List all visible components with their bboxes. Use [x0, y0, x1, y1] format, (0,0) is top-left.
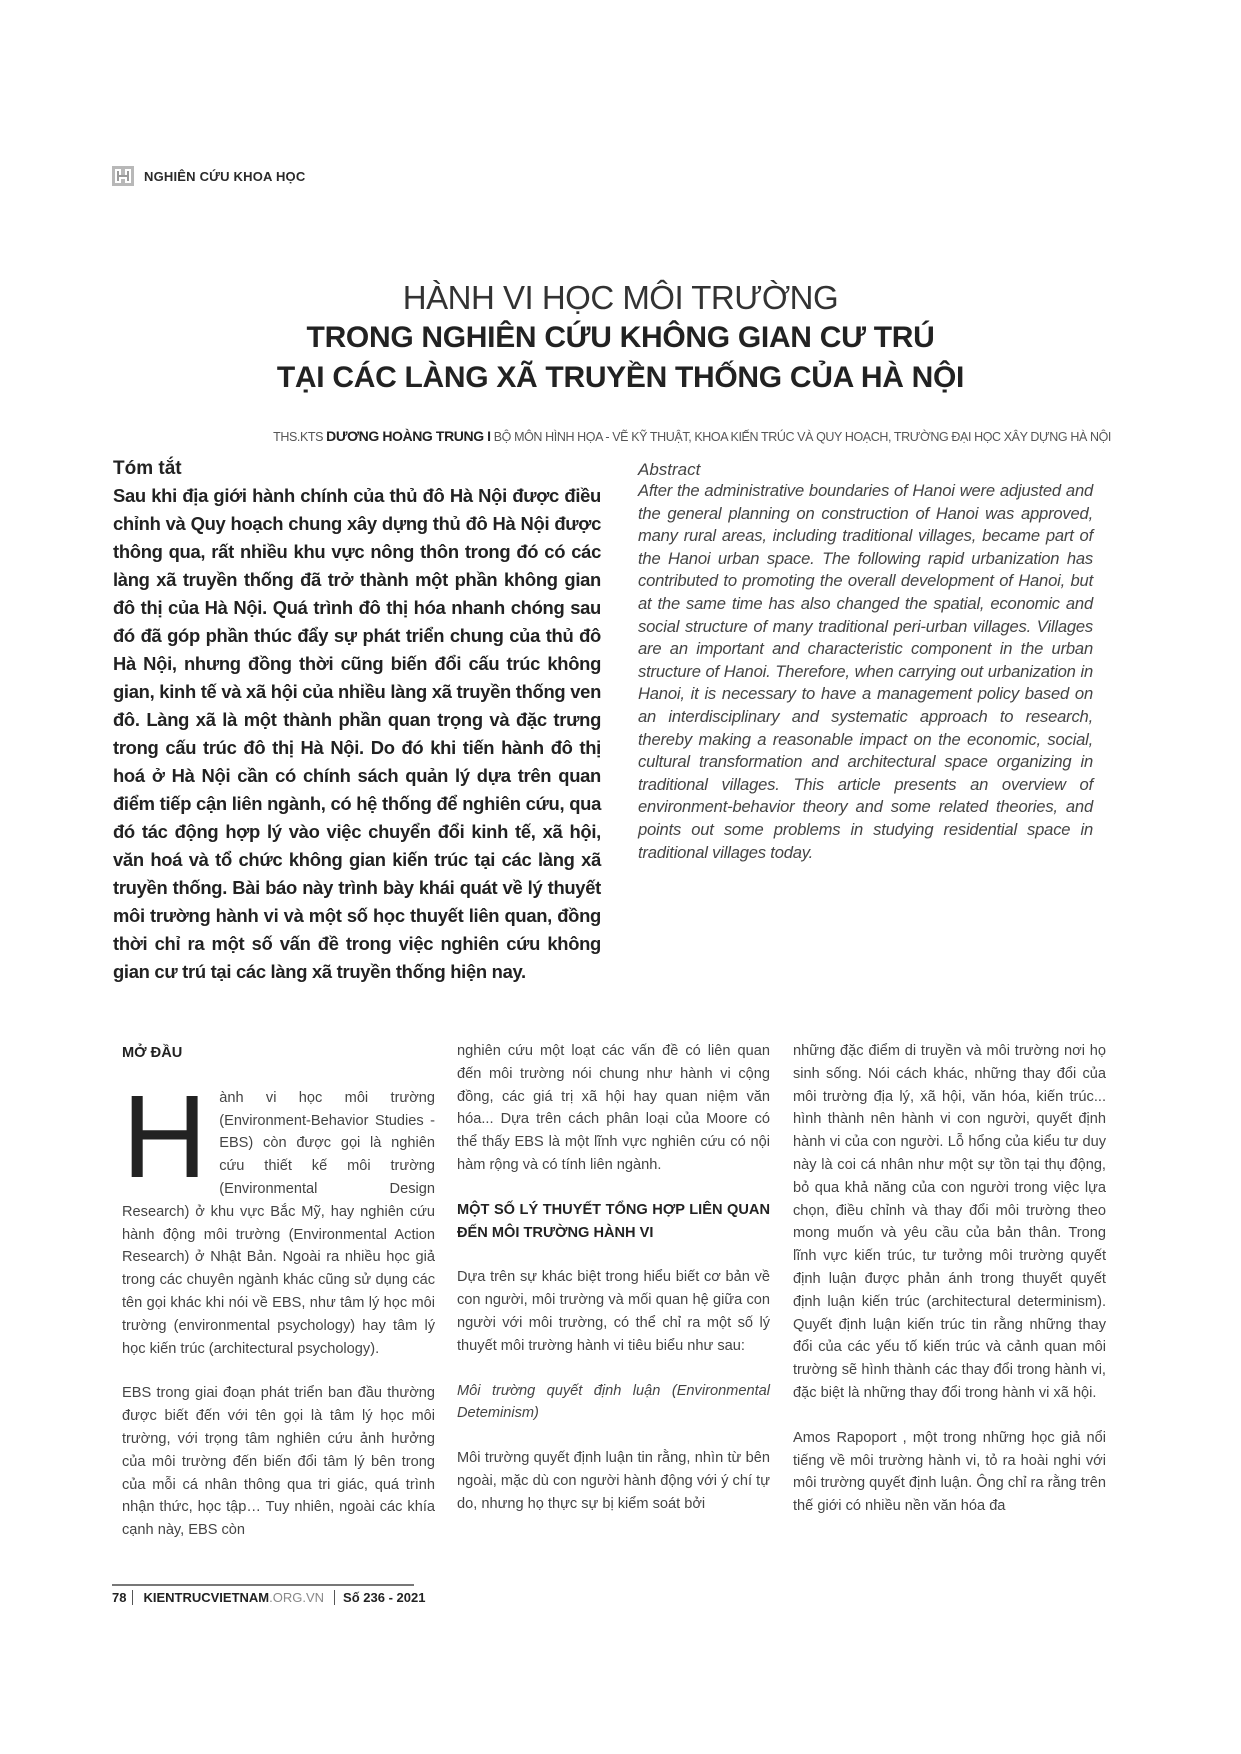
paragraph-6: những đặc điểm di truyền và môi trường nơi họ sinh sống. Nói cách khác, những thay đổi của môi trường địa lý, xã hội, văn hóa, kiến trúc... hình thành nên hành vi con người, quyết định hành vi của con người. Lỗ hổng của kiểu tư duy này là coi cá nhân như một sự tồn tại thụ động, bỏ qua khả năng của con người trong việc lựa chọn, điều chỉnh và thay đổi môi trường theo mong muốn và yêu cầu của bản thân. Trong lĩnh vực kiến trúc, tư tưởng môi trường quyết định luận được phản ánh trong thuyết quyết định luận kiến trúc (architectural determinism). Quyết định luận kiến trúc tin rằng những thay đổi của các yếu tố kiến trúc và cảnh quan môi trường sẽ hình thành các thay đổi trong hành vi, đặc biệt là những thay đổi trong hành vi xã hội.	[793, 1043, 1106, 1401]
issue-number: Số 236 - 2021	[343, 1590, 426, 1605]
subheading-environmental-determinism: Môi trường quyết định luận (Environmental Deteminism)	[457, 1382, 770, 1422]
title-line-1: HÀNH VI HỌC MÔI TRƯỜNG	[402, 279, 839, 316]
paragraph-2: EBS trong giai đoạn phát triển ban đầu thường được biết đến với tên gọi là tâm lý học môi trường, với trọng tâm nghiên cứu ảnh hưởng của môi trường đến biến đổi tâm lý bên trong của mỗi cá nhân thông qua tri giác, quá trình nhận thức, học tập… Tuy nhiên, ngoài các khía cạnh này, EBS còn	[122, 1385, 435, 1539]
intro-heading: MỞ ĐẦU	[122, 1045, 183, 1061]
website-bold: KIENTRUCVIETNAM	[143, 1590, 270, 1605]
author-affiliation: BỘ MÔN HÌNH HỌA - VẼ KỸ THUẬT, KHOA KIẾN TRÚC VÀ QUY HOẠCH, TRƯỜNG ĐẠI HỌC XÂY DỰNG HÀ NỘI	[490, 430, 1111, 444]
magazine-logo-icon	[112, 166, 134, 186]
body-column-1	[122, 1042, 435, 1564]
body-column-3	[793, 1040, 1106, 1540]
abstract-vi-text: Sau khi địa giới hành chính của thủ đô Hà Nội được điều chỉnh và Quy hoạch chung xây dựng thủ đô Hà Nội được thông qua, rất nhiều khu vực nông thôn trong đó có các làng xã truyền thống đã trở thành một phần không gian đô thị của Hà Nội. Quá trình đô thị hóa nhanh chóng sau đó đã góp phần thúc đẩy sự phát triển chung của thủ đô Hà Nội, nhưng đồng thời cũng biến đổi cấu trúc không gian, kinh tế và xã hội của nhiều làng xã truyền thống ven đô. Làng xã là một thành phần quan trọng và đặc trưng trong cấu trúc đô thị Hà Nội. Do đó khi tiến hành đô thị hoá ở Hà Nội cần có chính sách quản lý dựa trên quan điểm tiếp cận liên ngành, có hệ thống để nghiên cứu, qua đó tác động hợp lý vào việc chuyển đổi kinh tế, xã hội, văn hoá và tổ chức không gian kiến trúc tại các làng xã truyền thống. Bài báo này trình bày khái quát về lý thuyết môi trường hành vi và một số học thuyết liên quan, đồng thời chỉ ra một số vấn đề trong việc nghiên cứu không gian cư trú tại các làng xã truyền thống hiện nay.	[113, 485, 601, 982]
abstract-vietnamese	[113, 458, 601, 986]
abstract-vi-heading: Tóm tắt	[113, 458, 182, 479]
drop-cap: H	[122, 1070, 208, 1203]
title-line-3: TẠI CÁC LÀNG XÃ TRUYỀN THỐNG CỦA HÀ NỘI	[276, 361, 965, 394]
title-line-2: TRONG NGHIÊN CỨU KHÔNG GIAN CƯ TRÚ	[306, 321, 935, 354]
author-name: DƯƠNG HOÀNG TRUNG I	[326, 428, 491, 444]
page-number: 78	[112, 1590, 133, 1605]
section-tag	[112, 166, 305, 186]
byline	[273, 428, 1111, 444]
paragraph-4: Dựa trên sự khác biệt trong hiểu biết cơ bản về con người, môi trường và mối quan hệ giữa con người với môi trường, có thể chỉ ra một số lý thuyết môi trường hành vi tiêu biểu như sau:	[457, 1269, 770, 1354]
paragraph-1-text: ành vi học môi trường (Environment-Behavior Studies - EBS) còn được gọi là nghiên cứu thiết kế môi trường (Environmental Design Research) ở khu vực Bắc Mỹ, hay nghiên cứu hành động môi trường (Environmental Action Research) ở Nhật Bản. Ngoài ra nhiều học giả trong các chuyên ngành khác cũng sử dụng các tên gọi khác khi nói về EBS, như tâm lý học môi trường (environmental psychology) hay tâm lý học kiến trúc (architectural psychology).	[122, 1089, 435, 1357]
author-prefix: THS.KTS	[273, 430, 327, 444]
section-2-heading: MỘT SỐ LÝ THUYẾT TỔNG HỢP LIÊN QUAN ĐẾN MÔI TRƯỜNG HÀNH VI	[457, 1201, 770, 1241]
abstract-english	[638, 460, 1093, 864]
abstract-en-text: After the administrative boundaries of Hanoi were adjusted and the general planning on construction of Hanoi was approved, many rural areas, including traditional villages, became part of the Hanoi urban space. The following rapid urbanization has contributed to promoting the overall development of Hanoi, but at the same time has also changed the spatial, economic and social structure of many traditional peri-urban villages. Villages are an important and characteristic component in the urban structure of Hanoi. Therefore, when carrying out urbanization in Hanoi, it is necessary to have a management policy based on an interdisciplinary and systematic approach to research, thereby making a reasonable impact on the economic, social, cultural transformation and architectural space organizing in traditional villages. This article presents an overview of environment-behavior theory and some related theories, and points out some problems in studying residential space in traditional villages today.	[638, 481, 1093, 862]
paragraph-3: nghiên cứu một loạt các vấn đề có liên quan đến môi trường nói chung như hành vi cộng đồng, các giá trị xã hội hay quan niệm văn hóa... Dựa trên cách phân loại của Moore có thể thấy EBS là một lĩnh vực nghiên cứu có nội hàm rộng và có tính liên ngành.	[457, 1043, 770, 1173]
page-footer	[112, 1584, 426, 1605]
body-column-2	[457, 1040, 770, 1538]
article-title	[0, 278, 1241, 398]
paragraph-1	[122, 1070, 435, 1361]
website-light: .ORG.VN	[269, 1590, 325, 1605]
abstract-en-heading: Abstract	[638, 460, 701, 479]
section-label: NGHIÊN CỨU KHOA HỌC	[144, 168, 306, 184]
paragraph-7: Amos Rapoport , một trong những học giả nổi tiếng về môi trường hành vi, tỏ ra hoài nghi với môi trường quyết định luận. Ông chỉ ra rằng trên thế giới có nhiều nền văn hóa đa	[793, 1429, 1107, 1515]
website	[133, 1590, 335, 1605]
paragraph-5: Môi trường quyết định luận tin rằng, nhìn từ bên ngoài, mặc dù con người hành động với ý chí tự do, nhưng họ thực sự bị kiểm soát bởi	[457, 1450, 770, 1512]
